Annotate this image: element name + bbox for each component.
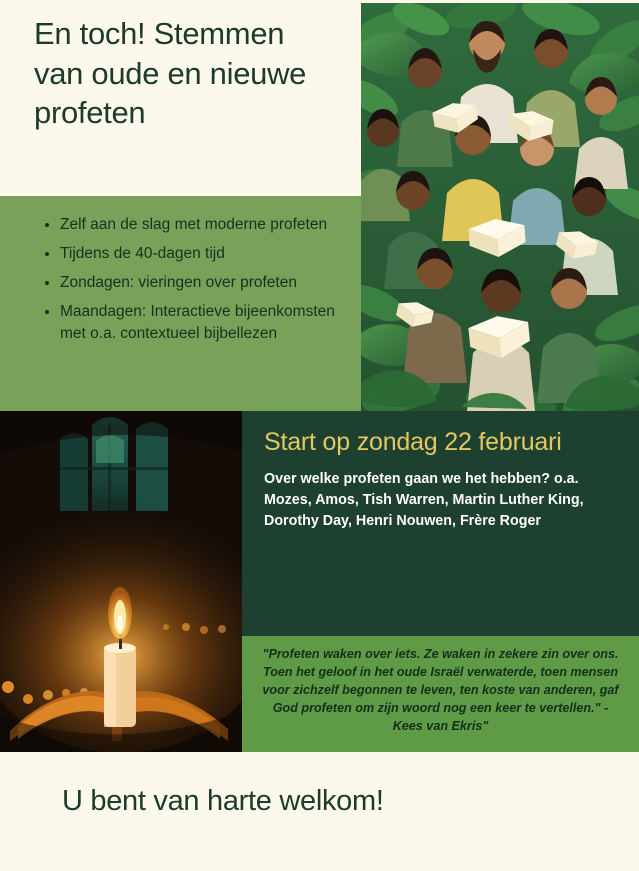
welcome-text: U bent van harte welkom! [62, 785, 384, 817]
list-item: • Tijdens de 40-dagen tijd [60, 243, 343, 265]
bullets-block [0, 196, 361, 411]
panel-body-text: Over welke profeten gaan we het hebben? o.a. Mozes, Amos, Tish Warren, Martin Luther King, Dorothy Day, Henri Nouwen, Frère Roger [264, 471, 584, 529]
start-info-panel [242, 411, 639, 636]
people-reading-books-illustration [361, 3, 639, 411]
list-item: • Maandagen: Interactieve bijeenkomsten met o.a. contextueel bijbellezen [60, 301, 343, 345]
title-block [0, 0, 361, 196]
list-item: • Zondagen: vieringen over profeten [60, 272, 343, 294]
page-title: En toch! Stemmen van oude en nieuwe profeten [34, 16, 307, 131]
bullet-list [38, 214, 343, 345]
list-item: • Zelf aan de slag met moderne profeten [60, 214, 343, 236]
quote-block [242, 636, 639, 752]
candle-and-open-book-photo [0, 411, 242, 752]
start-heading: Start op zondag 22 februari [264, 428, 562, 456]
quote-text: "Profeten waken over iets. Ze waken in zekere zin over ons. Toen het geloof in het oude Israël verwaterde, toen mensen voor zichzelf begonnen te leven, ten koste van anderen, gaf God profeten om zijn woord nog een keer te vertellen." - Kees van Ekris" [262, 647, 619, 733]
welcome-block [0, 752, 639, 871]
